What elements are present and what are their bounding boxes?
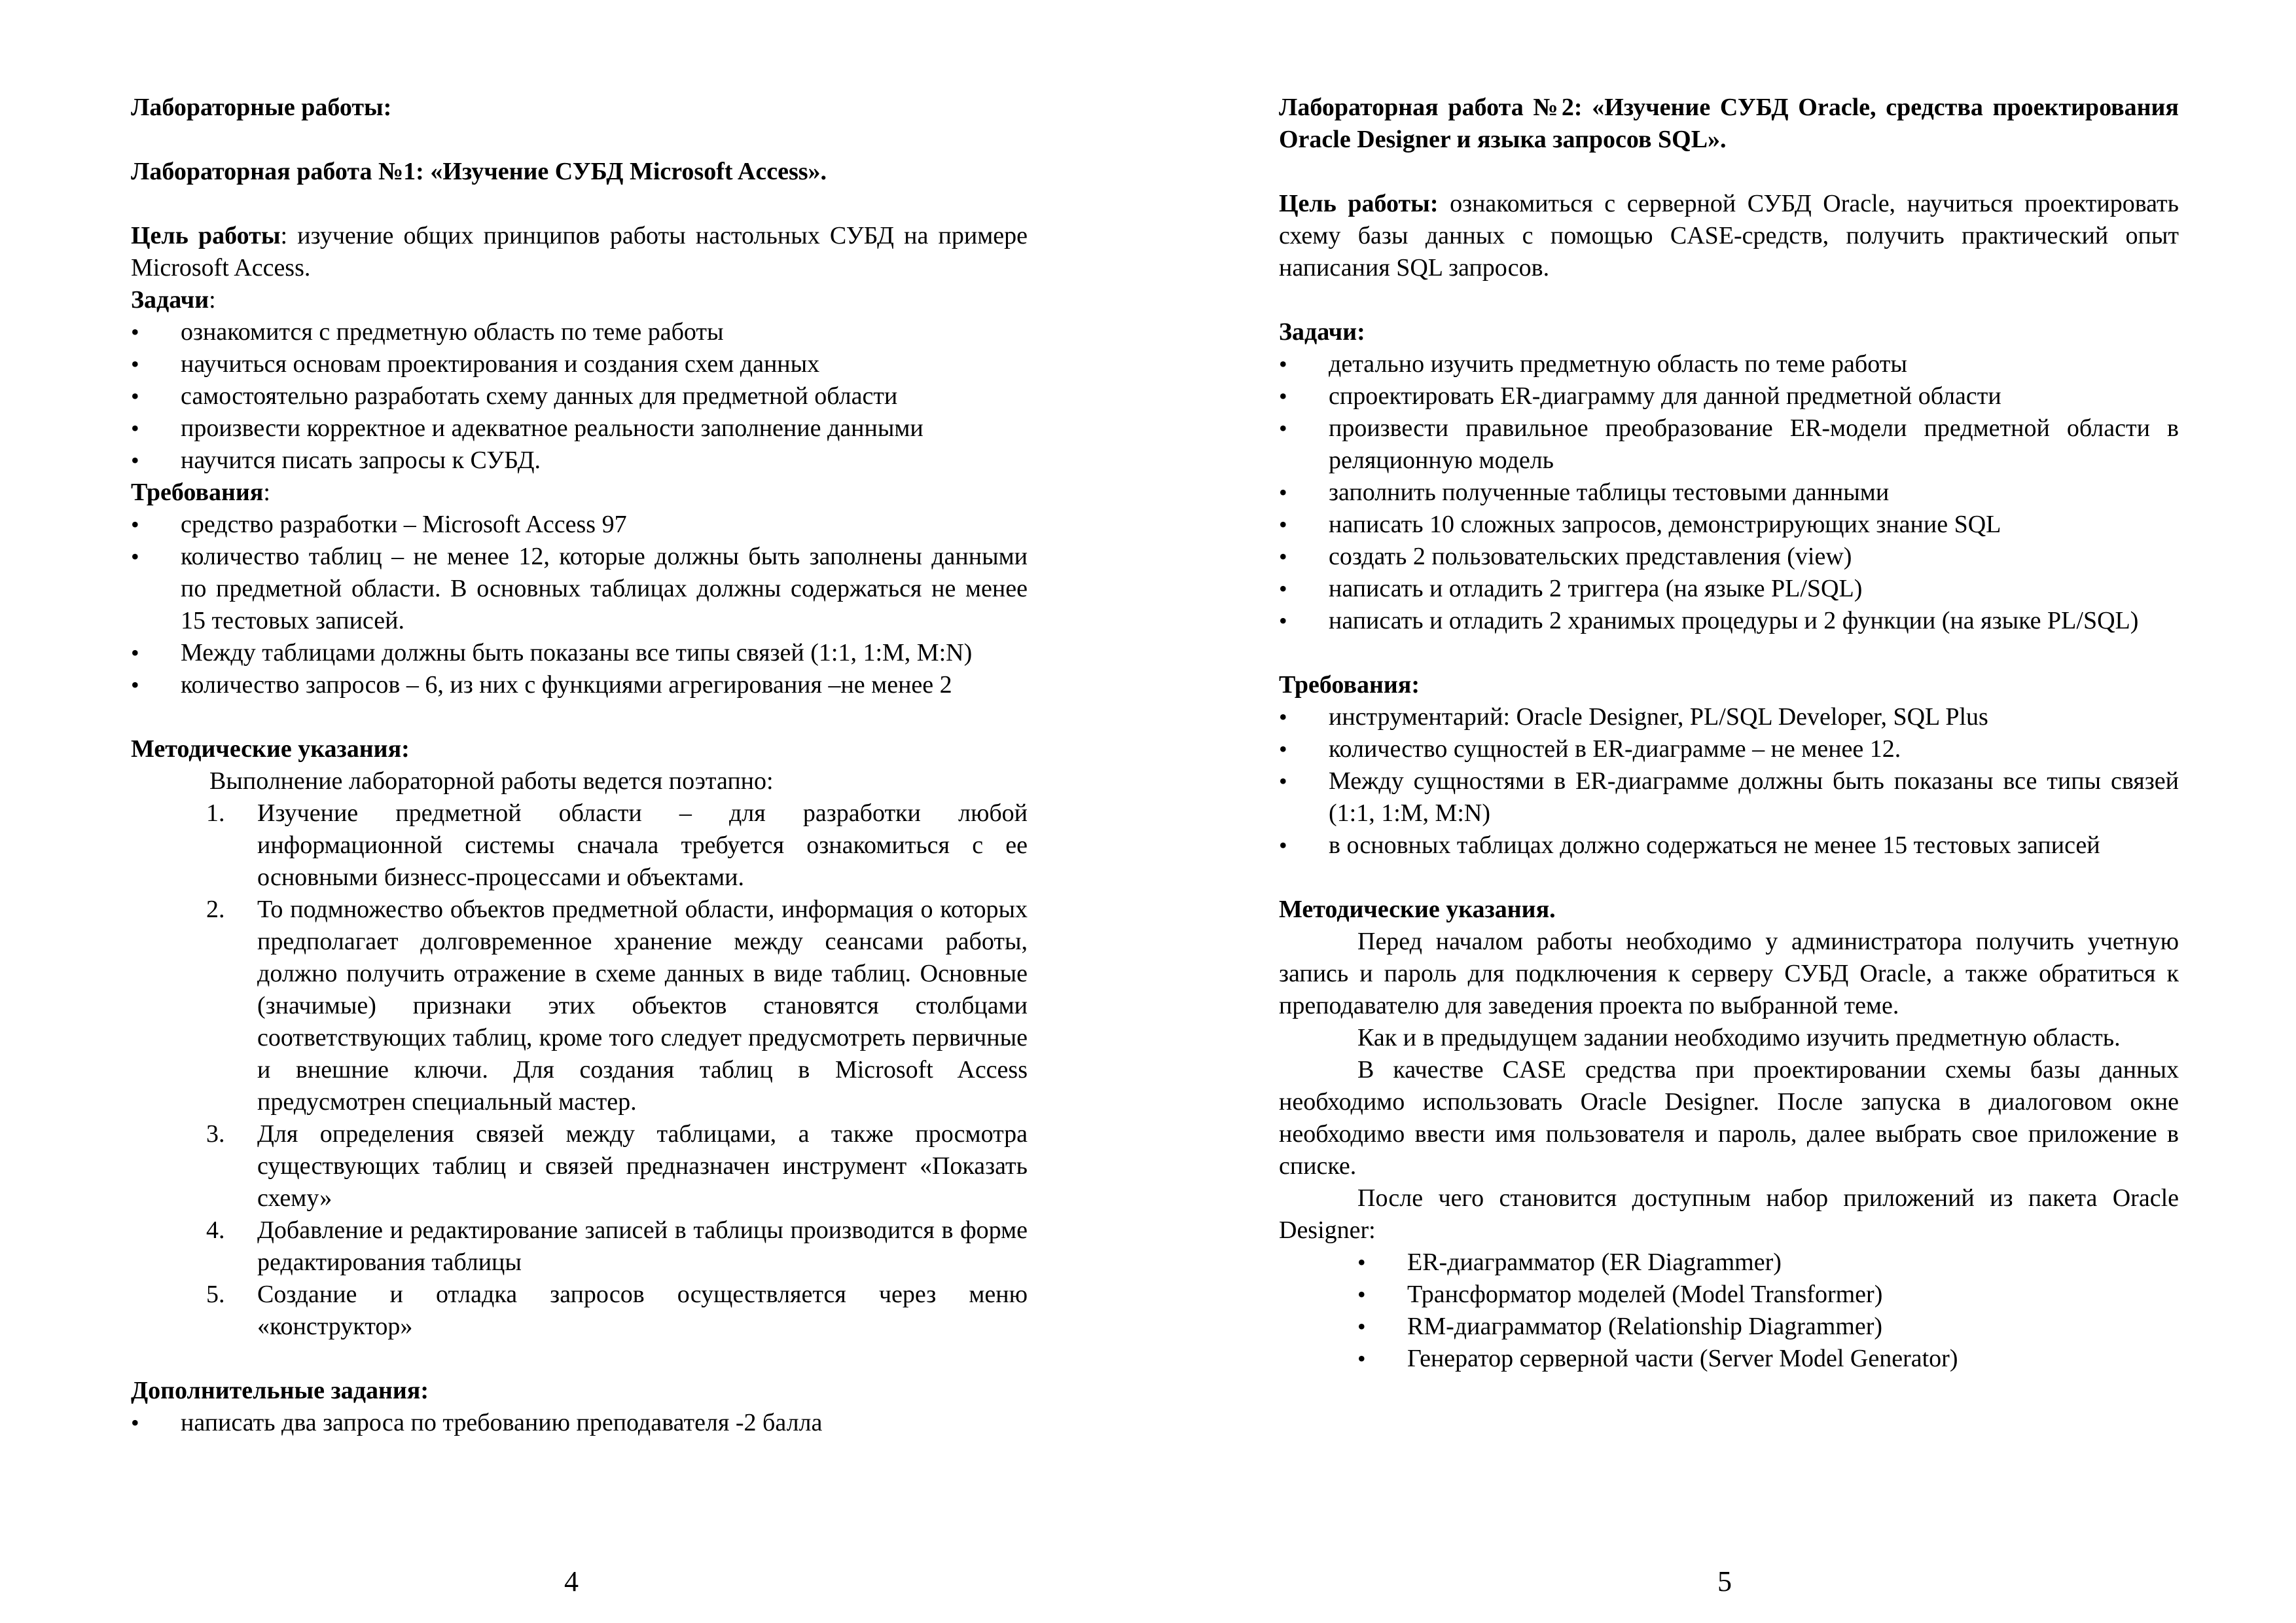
lab2-task-list (1279, 348, 2179, 637)
goal-label: Цель работы: (1279, 190, 1439, 217)
lab1-extra-list (131, 1407, 1028, 1439)
list-item: 2. То подмножество объектов предметной области, информация о которых предполагает долговременное хранение между сеансами работы, должно получить отражение в схеме данных в виде таблиц. Основные (значимые) признаки этих объектов становятся столбцами соответствующих таблиц, кроме того следует предусмотреть первичные и внешние ключи. Для создания таблиц в Microsoft Access предусмотрен специальный мастер. (206, 896, 1028, 1116)
list-item: 4. Добавление и редактирование записей в таблицы производится в форме редактирования таблицы (206, 1216, 1028, 1276)
list-item: • создать 2 пользовательских представления (view) (1279, 541, 2179, 573)
right-column (1279, 92, 2179, 1375)
list-item: • количество запросов – 6, из них с функциями агрегирования –не менее 2 (131, 669, 1028, 701)
list-item: • количество таблиц – не менее 12, которые должны быть заполнены данными по предметной области. В основных таблицах должны содержаться не менее 15 тестовых записей. (131, 541, 1028, 637)
page-number: 4 (564, 1565, 579, 1597)
oracle-apps-list (1279, 1247, 2179, 1375)
list-item: • произвести корректное и адекватное реальности заполнение данными (131, 412, 1028, 445)
list-item: • Между таблицами должны быть показаны все типы связей (1:1, 1:M, M:N) (131, 637, 1028, 669)
list-item: • количество сущностей в ER-диаграмме – не менее 12. (1279, 733, 2179, 765)
list-item: • самостоятельно разработать схему данных для предметной области (131, 380, 1028, 412)
goal-text: ознакомиться с серверной СУБД Oracle, научиться проектировать схему базы данных с помощью CASE-средств, получить практический опыт написания SQL запросов. (1279, 190, 2179, 282)
lab1-steps (206, 797, 1028, 1343)
extra-heading: Дополнительные задания: (131, 1377, 429, 1404)
list-item: • написать и отладить 2 хранимых процедуры и 2 функции (на языке PL/SQL) (1279, 605, 2179, 637)
list-item: • детально изучить предметную область по теме работы (1279, 348, 2179, 380)
goal-text: : изучение общих принципов работы настольных СУБД на примере Microsoft Access. (131, 222, 1028, 282)
list-item: 5. Создание и отладка запросов осуществляется через меню «конструктор» (206, 1281, 1028, 1340)
list-item: 3. Для определения связей между таблицами, а также просмотра существующих таблиц и связей предназначен инструмент «Показать схему» (206, 1120, 1028, 1212)
list-item: • написать и отладить 2 триггера (на языке PL/SQL) (1279, 573, 2179, 605)
lab1-goal (131, 220, 1028, 284)
list-item: • заполнить полученные таблицы тестовыми данными (1279, 477, 2179, 509)
requirements-heading: Требования: (131, 479, 270, 506)
tasks-heading: Задачи: (1279, 318, 1365, 346)
list-item: 1. Изучение предметной области – для разработки любой информационной системы сначала требуется ознакомиться с ее основными бизнесс-процессами и объектами. (206, 799, 1028, 891)
paragraph: Как и в предыдущем задании необходимо изучить предметную область. (1357, 1024, 2121, 1051)
list-item: • написать 10 сложных запросов, демонстрирующих знание SQL (1279, 509, 2179, 541)
list-item: • спроектировать ER-диаграмму для данной предметной области (1279, 380, 2179, 412)
paragraph: В качестве CASE средства при проектировании схемы базы данных необходимо использовать Oracle Designer. После запуска в диалоговом окне необходимо ввести имя пользователя и пароль, далее выбрать свое приложение в списке. (1279, 1056, 2179, 1180)
lab2-goal (1279, 188, 2179, 284)
paragraph: После чего становится доступным набор приложений из пакета Oracle Designer: (1279, 1184, 2179, 1244)
list-item: • Трансформатор моделей (Model Transformer) (1357, 1279, 2179, 1311)
method-heading: Методические указания. (1279, 896, 1556, 923)
list-item: • Генератор серверной части (Server Model Generator) (1357, 1343, 2179, 1375)
left-column (131, 92, 1028, 1439)
list-item: • инструментарий: Oracle Designer, PL/SQL Developer, SQL Plus (1279, 701, 2179, 733)
lab1-task-list (131, 316, 1028, 477)
list-item: • ознакомится с предметную область по теме работы (131, 316, 1028, 348)
page-number: 5 (1717, 1565, 1732, 1597)
lab2-requirements-list (1279, 701, 2179, 862)
list-item: • средство разработки – Microsoft Access 97 (131, 509, 1028, 541)
requirements-heading: Требования: (1279, 671, 1420, 699)
method-heading: Методические указания: (131, 735, 410, 763)
paragraph: Перед началом работы необходимо у администратора получить учетную запись и пароль для подключения к серверу СУБД Oracle, а также обратиться к преподавателю для заведения проекта по выбранной теме. (1279, 928, 2179, 1019)
list-item: • Между сущностями в ER-диаграмме должны быть показаны все типы связей (1:1, 1:M, M:N) (1279, 765, 2179, 830)
lab2-title: Лабораторная работа №2: «Изучение СУБД Oracle, средства проектирования Oracle Designer и языка запросов SQL». (1279, 94, 2179, 153)
tasks-heading: Задачи: (131, 286, 216, 314)
list-item: • в основных таблицах должно содержаться не менее 15 тестовых записей (1279, 830, 2179, 862)
list-item: • написать два запроса по требованию преподавателя -2 балла (131, 1407, 1028, 1439)
section-header: Лабораторные работы: (131, 94, 392, 121)
lab1-requirements-list (131, 509, 1028, 701)
goal-label: Цель работы (131, 222, 281, 249)
list-item: • научится писать запросы к СУБД. (131, 445, 1028, 477)
list-item: • произвести правильное преобразование ER-модели предметной области в реляционную модель (1279, 412, 2179, 477)
right-page (1148, 0, 2296, 1623)
method-intro: Выполнение лабораторной работы ведется поэтапно: (209, 767, 774, 795)
list-item: • научиться основам проектирования и создания схем данных (131, 348, 1028, 380)
list-item: • ER-диаграмматор (ER Diagrammer) (1357, 1247, 2179, 1279)
lab1-title: Лабораторная работа №1: «Изучение СУБД Microsoft Access». (131, 158, 827, 185)
list-item: • RM-диаграмматор (Relationship Diagrammer) (1357, 1311, 2179, 1343)
